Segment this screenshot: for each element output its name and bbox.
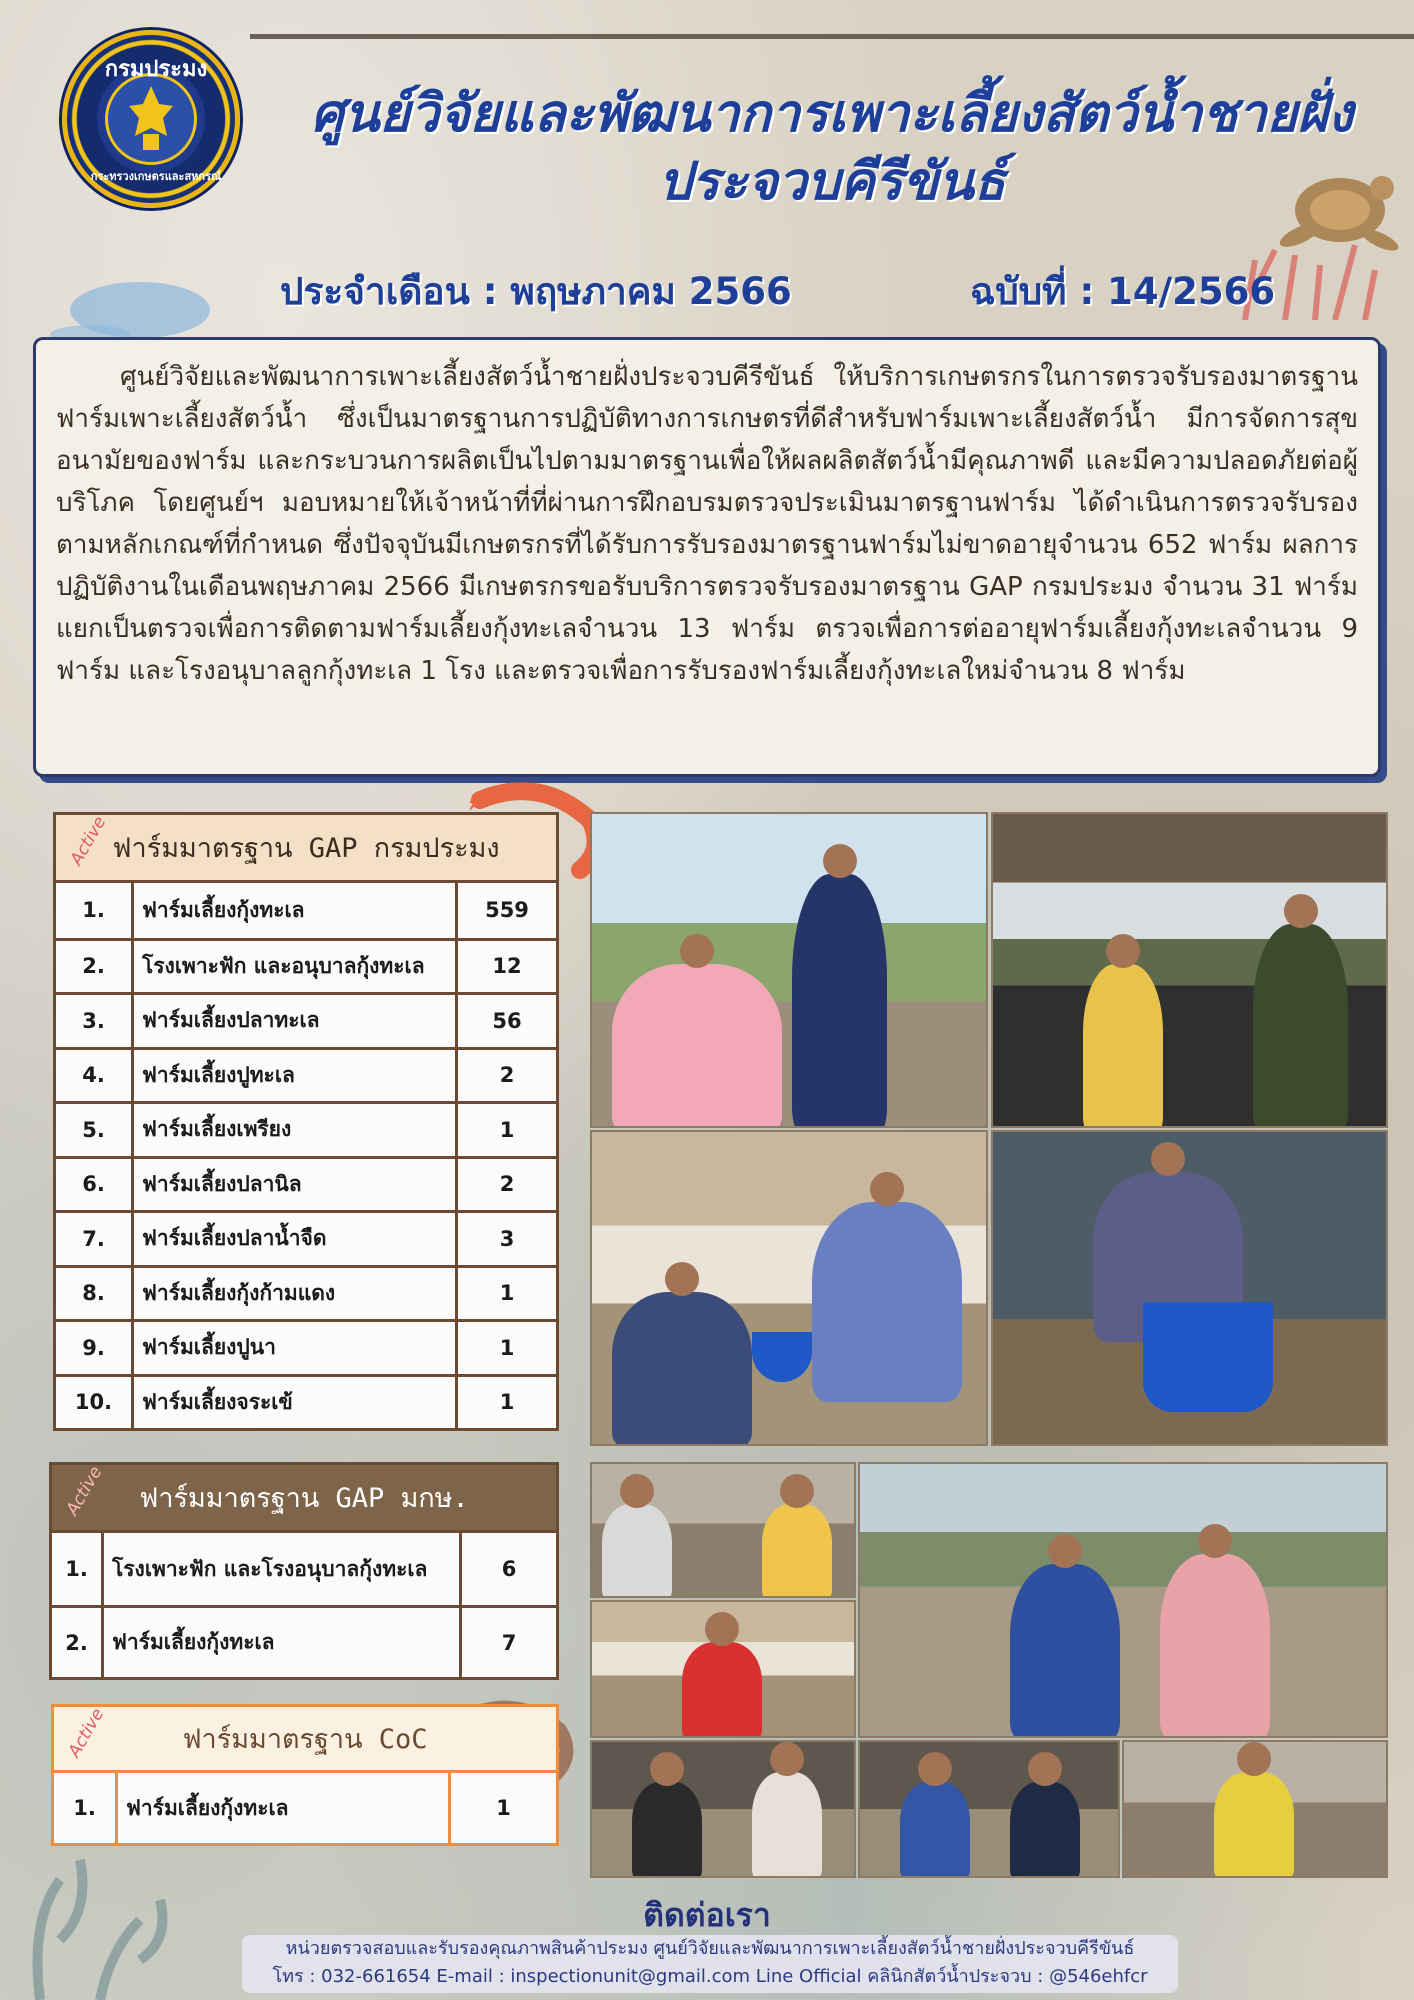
table-row bbox=[56, 883, 556, 938]
row-number: 2. bbox=[56, 941, 134, 993]
row-number: 1. bbox=[54, 1773, 118, 1843]
row-number: 1. bbox=[52, 1533, 104, 1605]
issue-number: ฉบับที่ : 14/2566 bbox=[970, 270, 1276, 313]
contact-title: ติดต่อเรา bbox=[643, 1896, 771, 1934]
inspection-photo-6 bbox=[858, 1462, 1388, 1738]
title-line-1: ศูนย์วิจัยและพัฒนาการเพาะเลี้ยงสัตว์น้ำชายฝั่ง bbox=[310, 83, 1354, 144]
row-number: 10. bbox=[56, 1377, 134, 1429]
inspection-photo-9 bbox=[858, 1740, 1120, 1878]
person-figure bbox=[752, 1772, 822, 1878]
person-figure bbox=[762, 1504, 832, 1598]
row-name: ฟาร์มเลี้ยงกุ้งทะเล bbox=[118, 1773, 451, 1843]
person-figure bbox=[812, 1202, 962, 1402]
person-figure bbox=[612, 964, 782, 1128]
row-number: 9. bbox=[56, 1322, 134, 1374]
row-value: 6 bbox=[501, 1557, 517, 1581]
issue-month: ประจำเดือน : พฤษภาคม 2566 bbox=[280, 270, 792, 313]
table-row bbox=[56, 1374, 556, 1429]
row-number: 1. bbox=[56, 883, 134, 938]
active-badge: Active bbox=[66, 813, 111, 869]
row-number: 4. bbox=[56, 1050, 134, 1102]
person-figure bbox=[1083, 964, 1163, 1128]
basket-icon bbox=[752, 1332, 812, 1382]
coc-title: ฟาร์มมาตรฐาน CoC bbox=[182, 1724, 428, 1755]
gap-acfs-header bbox=[52, 1465, 556, 1533]
table-row bbox=[56, 1210, 556, 1265]
inspection-photo-10 bbox=[1122, 1740, 1388, 1878]
row-value: 1 bbox=[496, 1796, 511, 1820]
row-number: 5. bbox=[56, 1104, 134, 1156]
row-number: 7. bbox=[56, 1213, 134, 1265]
person-figure bbox=[1010, 1782, 1080, 1878]
inspection-photo-3 bbox=[590, 1130, 988, 1446]
row-value: 1 bbox=[499, 1117, 515, 1142]
intro-text: ศูนย์วิจัยและพัฒนาการเพาะเลี้ยงสัตว์น้ำชายฝั่งประจวบคีรีขันธ์ ให้บริการเกษตรกรในการตรวจรับรองมาตรฐานฟาร์มเพาะเลี้ยงสัตว์น้ำ ซึ่งเป็นมาตรฐานการปฏิบัติทางการเกษตรที่ดีสำหรับฟาร์มเพาะเลี้ยงสัตว์น้ำ มีการจัดการสุขอนามัยของฟาร์ม และกระบวนการผลิตเป็นไปตามมาตรฐานเพื่อให้ผลผลิตสัตว์น้ำมีคุณภาพดี และมีความปลอดภัยต่อผู้บริโภค โดยศูนย์ฯ มอบหมายให้เจ้าหน้าที่ที่ผ่านการฝึกอบรมตรวจประเมินมาตรฐานฟาร์ม ได้ดำเนินการตรวจรับรองตามหลักเกณฑ์ที่กำหนด ซึ่งปัจจุบันมีเกษตรกรที่ได้รับการรับรองมาตรฐานฟาร์มไม่ขาดอายุจำนวน 652 ฟาร์ม ผลการปฏิบัติงานในเดือนพฤษภาคม 2566 มีเกษตรกรขอรับบริการตรวจรับรองมาตรฐาน GAP กรมประมง จำนวน 31 ฟาร์ม แยกเป็นตรวจเพื่อการติดตามฟาร์มเลี้ยงกุ้งทะเลจำนวน 13 ฟาร์ม ตรวจเพื่อการต่ออายุฟาร์มเลี้ยงกุ้งทะเลจำนวน 9 ฟาร์ม และโรงอนุบาลลูกกุ้งทะเล 1 โรง และตรวจเพื่อการรับรองฟาร์มเลี้ยงกุ้งทะเลใหม่จำนวน 8 ฟาร์ม bbox=[56, 362, 1358, 686]
basket-icon bbox=[1143, 1302, 1273, 1412]
row-name: ฟาร์มเลี้ยงปูนา bbox=[134, 1322, 458, 1374]
row-name: ฟาร์มเลี้ยงปูทะเล bbox=[134, 1050, 458, 1102]
row-number: 8. bbox=[56, 1268, 134, 1320]
header-rule bbox=[250, 34, 1414, 39]
gap-acfs-table bbox=[49, 1462, 559, 1680]
row-number: 6. bbox=[56, 1159, 134, 1211]
row-name: ฟาร์มเลี้ยงกุ้งก้ามแดง bbox=[134, 1268, 458, 1320]
row-number: 2. bbox=[52, 1608, 104, 1677]
logo-top-text: กรมประมง bbox=[104, 57, 208, 82]
inspection-photo-5 bbox=[590, 1462, 856, 1598]
table-row bbox=[56, 1047, 556, 1102]
row-name: ฟาร์มเลี้ยงกุ้งทะเล bbox=[104, 1608, 462, 1677]
gap-dof-table bbox=[53, 812, 559, 1431]
row-name: ฟาร์มเลี้ยงปลาน้ำจืด bbox=[134, 1213, 458, 1265]
contact-line-2: โทร : 032-661654 E-mail : inspectionunit@gmail.com Line Official คลินิกสัตว์น้ำประจวบ : @546ehfcr bbox=[272, 1966, 1148, 1987]
person-figure bbox=[1214, 1772, 1294, 1878]
row-name: ฟาร์มเลี้ยงเพรียง bbox=[134, 1104, 458, 1156]
row-name: ฟาร์มเลี้ยงกุ้งทะเล bbox=[134, 883, 458, 938]
row-number: 3. bbox=[56, 995, 134, 1047]
emblem-icon bbox=[105, 73, 197, 165]
row-value: 1 bbox=[499, 1335, 515, 1360]
person-figure bbox=[792, 874, 887, 1128]
person-figure bbox=[632, 1782, 702, 1878]
person-figure bbox=[1160, 1554, 1270, 1738]
gap-dof-title: ฟาร์มมาตรฐาน GAP กรมประมง bbox=[112, 833, 500, 864]
active-badge: Active bbox=[64, 1705, 109, 1761]
person-figure bbox=[602, 1504, 672, 1598]
row-value: 2 bbox=[499, 1063, 515, 1088]
row-value: 7 bbox=[501, 1630, 517, 1655]
row-value: 2 bbox=[499, 1172, 515, 1197]
inspection-photo-4 bbox=[991, 1130, 1388, 1446]
row-value: 56 bbox=[492, 1008, 522, 1033]
row-value: 1 bbox=[499, 1281, 515, 1306]
person-figure bbox=[612, 1292, 752, 1446]
row-value: 559 bbox=[485, 898, 529, 923]
row-value: 3 bbox=[499, 1226, 515, 1251]
row-name: ฟาร์มเลี้ยงจระเข้ bbox=[134, 1377, 458, 1429]
table-row bbox=[56, 938, 556, 993]
contact-line-1: หน่วยตรวจสอบและรับรองคุณภาพสินค้าประมง ศูนย์วิจัยและพัฒนาการเพาะเลี้ยงสัตว์น้ำชายฝั่งประจวบคีรีขันธ์ bbox=[285, 1938, 1135, 1959]
table-row bbox=[52, 1605, 556, 1677]
active-badge: Active bbox=[62, 1463, 107, 1519]
logo-bottom-text: กระทรวงเกษตรและสหกรณ์ bbox=[90, 170, 222, 183]
inspection-photo-2 bbox=[991, 812, 1388, 1128]
contact-box bbox=[242, 1935, 1178, 1993]
row-name: โรงเพาะฟัก และอนุบาลกุ้งทะเล bbox=[134, 941, 458, 993]
page-title bbox=[250, 80, 1414, 216]
department-logo bbox=[62, 30, 240, 208]
table-row bbox=[56, 992, 556, 1047]
title-line-2: ประจวบคีรีขันธ์ bbox=[658, 151, 1006, 212]
inspection-photo-7 bbox=[590, 1600, 856, 1738]
person-figure bbox=[1253, 924, 1348, 1128]
intro-box bbox=[33, 337, 1381, 777]
table-row bbox=[56, 1156, 556, 1211]
person-figure bbox=[900, 1782, 970, 1878]
inspection-photo-1 bbox=[590, 812, 988, 1128]
row-name: โรงเพาะฟัก และโรงอนุบาลกุ้งทะเล bbox=[104, 1533, 462, 1605]
table-row bbox=[56, 1319, 556, 1374]
table-row bbox=[56, 1265, 556, 1320]
row-value: 1 bbox=[499, 1390, 515, 1415]
coc-header bbox=[54, 1707, 556, 1773]
inspection-photo-8 bbox=[590, 1740, 856, 1878]
person-figure bbox=[682, 1642, 762, 1738]
person-figure bbox=[1010, 1564, 1120, 1738]
row-name: ฟาร์มเลี้ยงปลาทะเล bbox=[134, 995, 458, 1047]
table-row bbox=[52, 1533, 556, 1605]
row-value: 12 bbox=[492, 954, 522, 979]
gap-dof-header bbox=[56, 815, 556, 883]
row-name: ฟาร์มเลี้ยงปลานิล bbox=[134, 1159, 458, 1211]
gap-acfs-title: ฟาร์มมาตรฐาน GAP มกษ. bbox=[139, 1483, 469, 1514]
table-row bbox=[56, 1101, 556, 1156]
